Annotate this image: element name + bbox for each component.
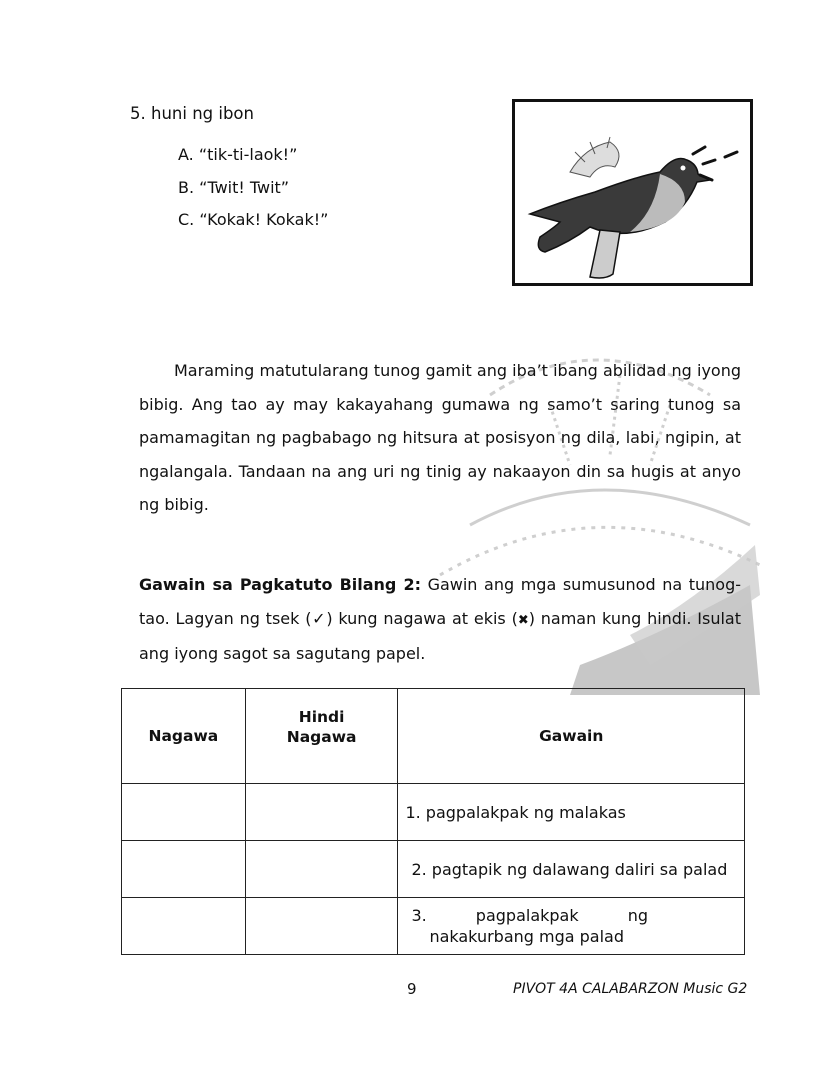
instruction-text-2: ) kung nagawa at ekis (: [326, 608, 518, 628]
task-text: 3. pagpalakpak ng nakakurbang mga palad: [411, 906, 648, 946]
table-header-row: [122, 689, 745, 784]
question-title: 5. huni ng ibon: [130, 104, 254, 123]
activity-table: [121, 688, 745, 955]
header-hindi-line1: Hindi: [298, 708, 345, 726]
task-cell: [398, 841, 745, 898]
hindi-nagawa-cell[interactable]: [245, 898, 398, 955]
table-row: [122, 784, 745, 841]
bird-image-frame: [512, 99, 753, 286]
lesson-paragraph-text: Maraming matutularang tunog gamit ang iba’t ibang abilidad ng iyong bibig. Ang tao ay may kakayahang gumawa ng samo’t saring tunog sa pamamagitan ng pagbabago ng hitsura at posisyon ng dila, labi, ngipin, at ngalangala. Tandaan na ang uri ng tinig ay nakaayon din sa hugis at anyo ng bibig.: [139, 361, 741, 514]
header-hindi-line2: Nagawa: [286, 728, 357, 746]
table-row: [122, 898, 745, 955]
task-cell: [398, 898, 745, 955]
check-icon: ✓: [311, 608, 327, 628]
option-b: B. “Twit! Twit”: [178, 178, 290, 197]
option-a: A. “tik-ti-laok!”: [178, 145, 298, 164]
page-number: 9: [407, 980, 417, 998]
activity-title: Gawain sa Pagkatuto Bilang 2:: [139, 575, 421, 594]
activity-instructions: [139, 568, 741, 671]
task-text: 2. pagtapik ng dalawang daliri sa palad: [411, 859, 728, 879]
footer-title: PIVOT 4A CALABARZON Music G2: [513, 981, 748, 997]
instruction-text-1: Gawin ang mga sumusunod na tunog-tao. Lagyan ng tsek (: [139, 575, 741, 628]
task-cell: [398, 784, 745, 841]
nagawa-cell[interactable]: [122, 841, 246, 898]
header-gawain: Gawain: [398, 689, 745, 784]
nagawa-cell[interactable]: [122, 898, 246, 955]
task-text: 1. pagpalakpak ng malakas: [405, 802, 626, 822]
header-hindi-nagawa: [245, 689, 398, 784]
nagawa-cell[interactable]: [122, 784, 246, 841]
hindi-nagawa-cell[interactable]: [245, 784, 398, 841]
table-row: [122, 841, 745, 898]
x-mark-icon: ✖: [517, 612, 529, 628]
bird-singing-icon: [515, 102, 750, 283]
lesson-paragraph: [139, 354, 741, 522]
option-c: C. “Kokak! Kokak!”: [178, 210, 329, 229]
hindi-nagawa-cell[interactable]: [245, 841, 398, 898]
header-nagawa: Nagawa: [122, 689, 246, 784]
instruction-text-3: ) naman kung hindi. Isulat ang iyong sagot sa sagutang papel.: [139, 608, 742, 663]
